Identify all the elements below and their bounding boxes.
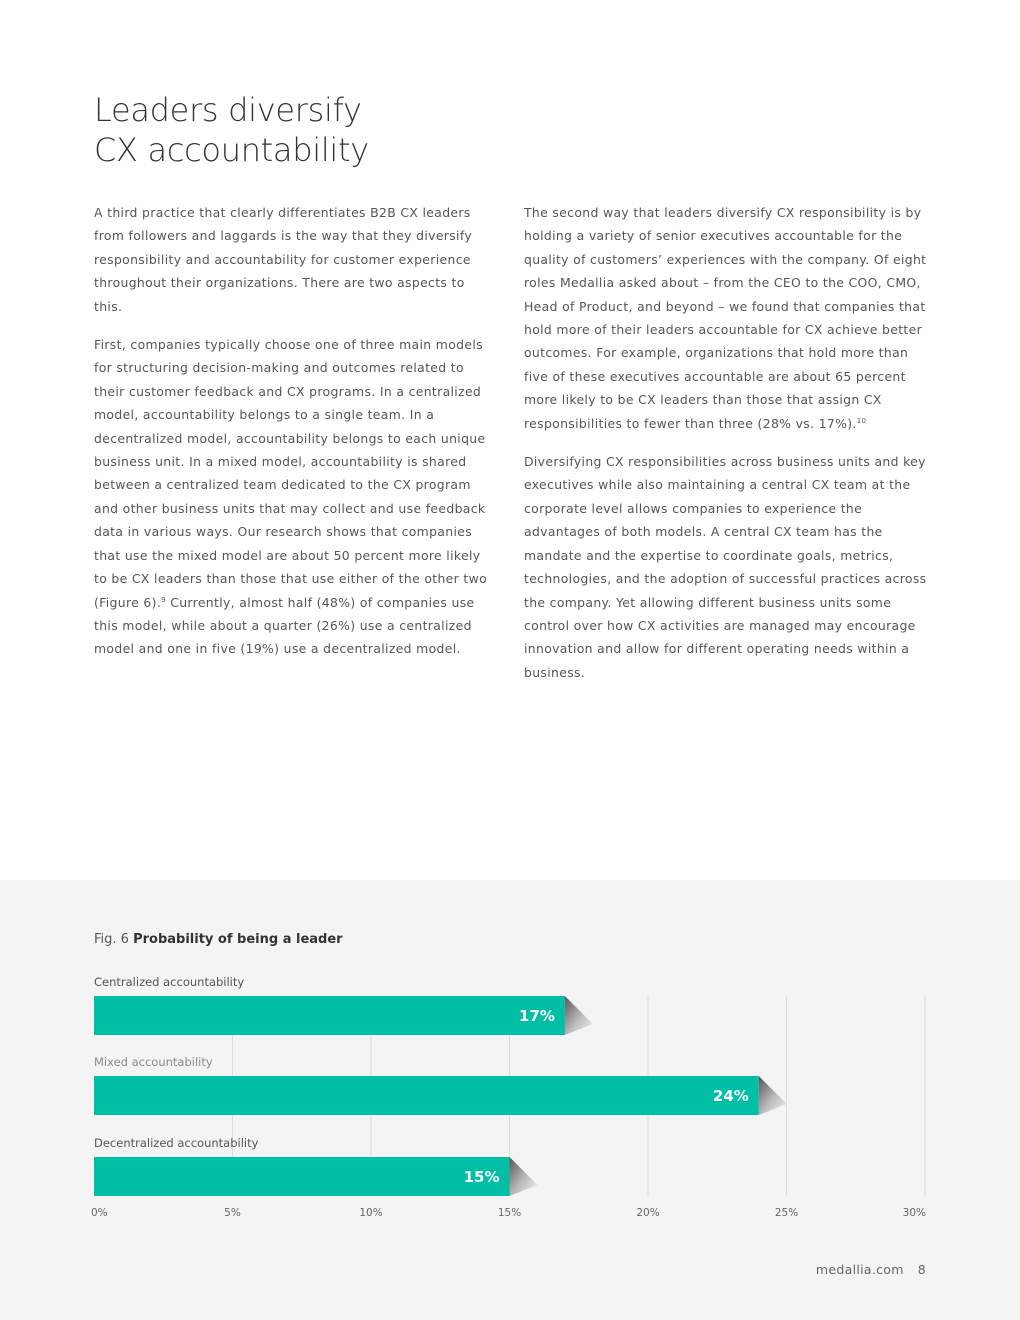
heading-line-2: CX accountability (94, 131, 369, 169)
heading-line-1: Leaders diversify (94, 91, 362, 129)
right-paragraph-2: Diversifying CX responsibilities across business units and key executives while also maintaining a central CX team at the corporate level allows companies to experience the advantages of both models. A central CX team has the mandate and the expertise to coordinate goals, metrics, technologies, and the adoption of successful practices across the company. Yet allowing different business units some control over how CX activities are managed may encourage innovation and allow for different operating needs within a business. (524, 454, 927, 680)
bar-fold-shadow (510, 1157, 538, 1196)
page-footer (816, 1262, 926, 1277)
x-tick-label: 25% (774, 1207, 799, 1219)
bar-3 (94, 1157, 510, 1196)
x-tick-label: 5% (224, 1207, 241, 1219)
x-tick-label: 15% (497, 1207, 522, 1219)
x-tick-label: 20% (636, 1207, 660, 1219)
figure-title: Probability of being a leader (133, 932, 343, 947)
footnote-ref-9: 9 (161, 595, 166, 604)
left-paragraph-2 (94, 333, 492, 661)
bar-category-label: Decentralized accountability (94, 1136, 259, 1150)
bar-value-label: 15% (463, 1168, 500, 1186)
chart-x-ticks (91, 1207, 926, 1219)
bar-2 (94, 1076, 759, 1115)
bar-1 (94, 996, 565, 1035)
x-tick-label: 30% (902, 1207, 926, 1219)
page-heading (94, 90, 369, 170)
bar-category-label: Mixed accountability (94, 1055, 213, 1069)
right-paragraph-1-text: The second way that leaders diversify CX responsibility is by holding a variety of senior executives accountable for the quality of customers’ experiences with the company. Of eight roles Medallia asked about – from the CEO to the COO, CMO, Head of Product, and beyond – we found that companies that hold more of their leaders accountable for CX achieve better outcomes. For example, organizations that hold more than five of these executives accountable are about 65 percent more likely to be CX leaders than those that assign CX responsibilities to fewer than three (28% vs. 17%). (524, 205, 927, 431)
left-paragraph-1: A third practice that clearly differentiates B2B CX leaders from followers and laggards is the way that they diversify responsibility and accountability for customer experience throughout their organizations. There are two aspects to this. (94, 205, 473, 314)
chart-bars (94, 975, 787, 1196)
right-column (524, 201, 930, 699)
bar-fold-shadow (565, 996, 593, 1035)
left-paragraph-2-text: First, companies typically choose one of three main models for structuring decision-making and outcomes related to their customer feedback and CX programs. In a centralized model, accountability belongs to a single team. In a decentralized model, accountability belongs to each unique business unit. In a mixed model, accountability is shared between a centralized team dedicated to the CX program and other business units that may collect and use feedback data in various ways. Our research shows that companies that use the mixed model are about 50 percent more likely to be CX leaders than those that use either of the other two (Figure 6). (94, 337, 488, 610)
footer-site: medallia.com (815, 1262, 904, 1277)
page-number: 8 (917, 1262, 926, 1277)
bar-category-label: Centralized accountability (94, 975, 245, 989)
left-column (94, 201, 492, 676)
x-tick-label: 0% (91, 1207, 108, 1219)
figure-label: Fig. 6 (94, 932, 129, 947)
x-tick-label: 10% (359, 1207, 383, 1219)
bar-value-label: 17% (518, 1007, 555, 1025)
footnote-ref-10: 10 (856, 416, 867, 425)
bar-fold-shadow (759, 1076, 787, 1115)
left-paragraph-2-tail: Currently, almost half (48%) of companies use this model, while about a quarter (26%) use a centralized model and one in five (19%) use a decentralized model. (94, 594, 475, 657)
probability-bar-chart (0, 880, 1020, 1240)
right-paragraph-1 (524, 201, 930, 435)
bar-value-label: 24% (712, 1087, 749, 1105)
